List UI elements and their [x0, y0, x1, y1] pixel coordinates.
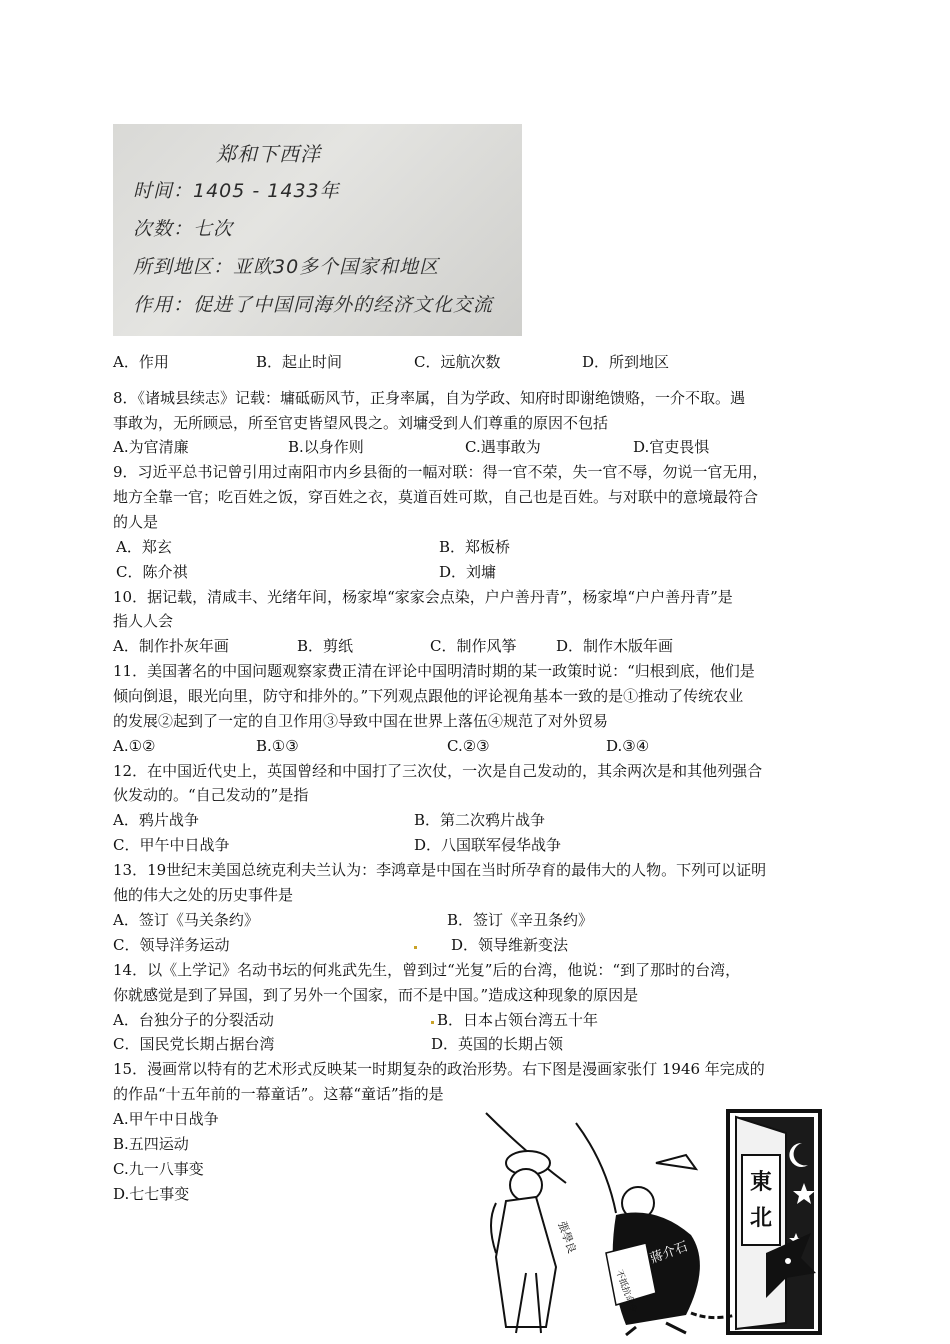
q15-option-a: A.甲午中日战争	[113, 1110, 219, 1128]
note-effect: 作用：促进了中国同海外的经济文化交流	[133, 294, 494, 316]
q10-stem-line-1: 10．据记载，清咸丰、光绪年间，杨家埠“家家会点染，户户善丹青”，杨家埠“户户善丹青”是	[113, 588, 733, 606]
q9-option-a: A．郑玄	[116, 538, 172, 556]
q12-stem-line-2: 伙发动的。“自己发动的”是指	[113, 786, 309, 804]
q11-stem-line-2: 倾向倒退，眼光向里，防守和排外的。”下列观点跟他的评论视角基本一致的是①推动了传统农业	[113, 687, 744, 705]
q7-option-d: D．所到地区	[582, 353, 670, 371]
q13-stem-line-1: 13．19世纪末美国总统克利夫兰认为：李鸿章是中国在当时所孕育的最伟大的人物。下列可以证明	[113, 861, 767, 879]
q15-stem-line-2: 的作品“十五年前的一幕童话”。这幕“童话”指的是	[113, 1085, 444, 1103]
q7-option-a: A．作用	[113, 353, 169, 371]
q15-stem-line-1: 15．漫画常以特有的艺术形式反映某一时期复杂的政治形势。右下图是漫画家张仃 1946 年完成的	[113, 1060, 765, 1078]
q10-option-b: B．剪纸	[297, 637, 354, 655]
q8-stem-line-2: 事敢为，无所顾忌，所至官吏皆望风畏之。刘墉受到人们尊重的原因不包括	[113, 414, 609, 432]
left-figure-label: 張學良	[555, 1219, 579, 1256]
q7-option-c: C．远航次数	[414, 353, 501, 371]
q9-option-c: C．陈介祺	[116, 563, 188, 581]
q12-option-a: A．鸦片战争	[113, 811, 199, 829]
q10-option-c: C．制作风筝	[430, 637, 517, 655]
q12-stem-line-1: 12．在中国近代史上，英国曾经和中国打了三次仗，一次是自己发动的，其余两次是和其他列强合	[113, 762, 763, 780]
door-label-2: 北	[749, 1205, 773, 1231]
q8-option-a: A.为官清廉	[113, 438, 189, 456]
q13-stem-line-2: 他的伟大之处的历史事件是	[113, 886, 294, 904]
q8-option-d: D.官吏畏惧	[633, 438, 710, 456]
note-count: 次数：七次	[133, 218, 234, 240]
q15-option-b: B.五四运动	[113, 1135, 189, 1153]
stray-dot	[414, 946, 417, 949]
q9-stem-line-3: 的人是	[113, 513, 159, 531]
q14-option-c: C．国民党长期占据台湾	[113, 1035, 275, 1053]
door-label-1: 東	[749, 1169, 773, 1195]
q11-option-a: A.①②	[113, 737, 156, 755]
q14-option-b: B．日本占领台湾五十年	[437, 1011, 599, 1029]
note-regions: 所到地区：亚欧30多个国家和地区	[133, 256, 440, 278]
political-cartoon	[466, 1103, 830, 1339]
left-soldier-figure	[486, 1113, 580, 1333]
q13-option-b: B．签订《辛丑条约》	[447, 911, 594, 929]
q8-option-c: C.遇事敢为	[465, 438, 541, 456]
q13-option-c: C．领导洋务运动	[113, 936, 230, 954]
q10-option-d: D．制作木版年画	[556, 637, 674, 655]
q15-option-c: C.九一八事变	[113, 1160, 204, 1178]
q12-option-c: C．甲午中日战争	[113, 836, 230, 854]
q12-option-b: B．第二次鸦片战争	[414, 811, 546, 829]
q14-stem-line-1: 14．以《上学记》名动书坛的何兆武先生，曾到过“光复”后的台湾，他说：“到了那时的台湾，	[113, 961, 741, 979]
right-figure-label: 蔣介石	[648, 1239, 691, 1267]
q9-stem-line-1: 9．习近平总书记曾引用过南阳市内乡县衙的一幅对联：得一官不荣，失一官不辱，勿说一官无用，	[113, 463, 768, 481]
q14-option-a: A．台独分子的分裂活动	[113, 1011, 274, 1029]
q11-option-c: C.②③	[447, 737, 490, 755]
q13-option-d: D．领导维新变法	[451, 936, 569, 954]
q10-stem-line-2: 指人人会	[113, 612, 174, 630]
q8-stem-line-1: 8．《诸城县续志》记载：墉砥砺风节，正身率属，自为学政、知府时即谢绝馈赂，一介不取。遇	[113, 389, 746, 407]
paper-label: 不抵抗命令	[613, 1268, 638, 1315]
q14-option-d: D．英国的长期占领	[431, 1035, 564, 1053]
q9-stem-line-2: 地方全靠一官；吃百姓之饭，穿百姓之衣，莫道百姓可欺，自己也是百姓。与对联中的意境最符合	[113, 488, 759, 506]
q9-option-d: D．刘墉	[439, 563, 497, 581]
stray-dot	[431, 1021, 434, 1024]
q11-stem-line-3: 的发展②起到了一定的自卫作用③导致中国在世界上落伍④规范了对外贸易	[113, 712, 609, 730]
q13-option-a: A．签订《马关条约》	[113, 911, 259, 929]
note-title: 郑和下西洋	[216, 142, 321, 166]
q11-stem-line-1: 11．美国著名的中国问题观察家费正清在评论中国明清时期的某一政策时说：“归根到底，他们是	[113, 662, 755, 680]
right-man-figure	[576, 1123, 700, 1335]
handwritten-note-photo	[113, 124, 522, 336]
q11-option-d: D.③④	[606, 737, 650, 755]
q12-option-d: D．八国联军侵华战争	[414, 836, 562, 854]
q11-option-b: B.①③	[256, 737, 299, 755]
q7-option-b: B．起止时间	[256, 353, 343, 371]
q9-option-b: B．郑板桥	[439, 538, 511, 556]
q10-option-a: A．制作扑灰年画	[113, 637, 229, 655]
note-time: 时间：1405 - 1433年	[133, 180, 340, 202]
q14-stem-line-2: 你就感觉是到了异国，到了另外一个国家，而不是中国。”造成这种现象的原因是	[113, 986, 639, 1004]
q15-option-d: D.七七事变	[113, 1185, 190, 1203]
q8-option-b: B.以身作则	[288, 438, 364, 456]
northeast-door	[691, 1111, 820, 1333]
